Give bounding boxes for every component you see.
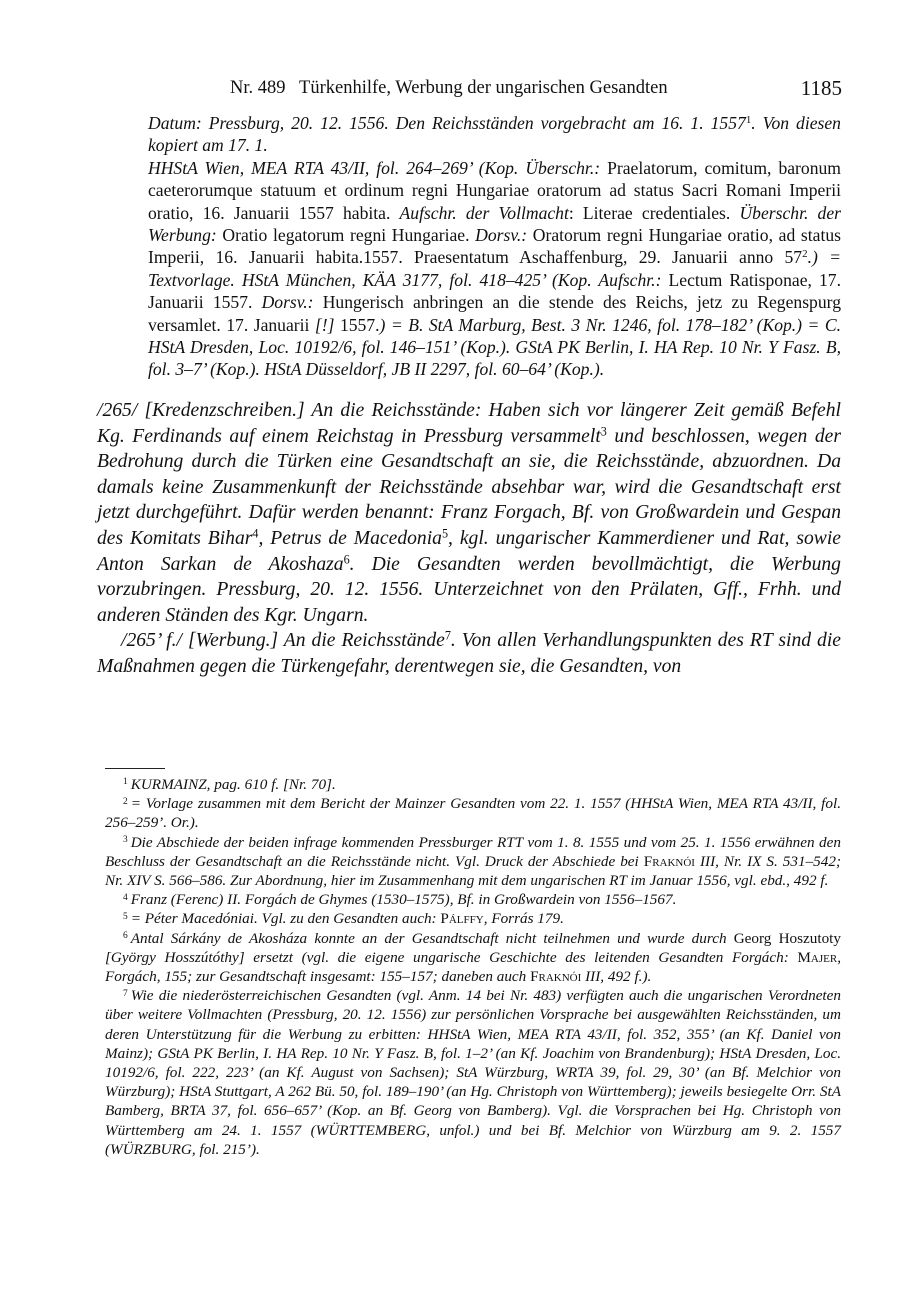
text-segment: , Petrus de Macedonia [258, 527, 442, 549]
text-segment: : Literae credentiales. [568, 202, 740, 223]
text-segment: [!] [314, 314, 335, 335]
footnote [105, 909, 841, 928]
text-segment: Oratorum regni Hungariae oratio, ad status Imperii, 16. Januarii habita.1557. Praesentatum Aschaffenburg, 29. Januarii anno 57 [148, 225, 841, 268]
text-segment: Hungerisch anbringen an die stende des Reichs, jetz zu Regenspurg versamlet. 17. Januarii [148, 292, 841, 335]
footnote-number: 7 [123, 988, 128, 999]
footnote [105, 986, 841, 1159]
footnote-reference: 1 [745, 114, 752, 126]
text-segment: /265’ f./ [Werbung.] An die Reichsstände [121, 630, 445, 652]
text-segment: Antal Sárkány de Akosháza konnte an der Gesandtschaft nicht teilnehmen und wurde durch [130, 929, 727, 947]
footnote-divider [105, 768, 165, 769]
text-segment: . Von allen Verhandlungspunkten des RT sind die Maßnahmen gegen die Türkengefahr, derentwegen sie, die Gesandten, von [97, 630, 841, 677]
text-segment: Überschr. der Werbung: [148, 202, 841, 246]
footnotes [105, 775, 841, 1159]
text-segment: ) = B. StA Marburg, Best. 3 Nr. 1246, fol. 178–182’ (Kop.) = C. HStA Dresden, Loc. 10192/6, fol. 146–151’ (Kop.). GStA PK Berlin, I. HA Rep. 10 Nr. Y Fasz. B, fol. 3–7’ (Kop.). HStA Düsseldorf, JB II 2297, fol. 60–64’ (Kop.). [148, 314, 841, 380]
text-segment: Wie die niederösterreichischen Gesandten (vgl. Anm. 14 bei Nr. 483) verfügten auch die ungarischen Verordneten über weitere Vollmachten (Pressburg, 20. 12. 1556) zur persönlichen Vorsprache bei ausgewählten Reichsständen, um deren Unterstützung für die Werbung zu erbitten: HHStA Wien, MEA RTA 43/II, fol. 352, 355’ (an Kf. Daniel von Mainz); GStA PK Berlin, I. HA Rep. 10 Nr. Y Fasz. B, fol. 1–2’ (an Kf. Joachim von Brandenburg); HStA Dresden, Loc. 10192/6, fol. 222, 223’ (an Kf. August von Sachsen); StA Würzburg, WRTA 39, fol. 29, 30’ (an Bf. Melchior von Würzburg); HStA Stuttgart, A 262 Bü. 50, fol. 189–190’ (an Hg. Christoph von Württemberg); jeweils besiegelte Orr. StA Bamberg, BRTA 37, fol. 656–657’ (Kop. an Bf. Georg von Bamberg). Vgl. die Vorsprachen bei Hg. Christoph von Württemberg am 24. 1. 1557 (WÜRTTEMBERG, unfol.) und bei Bf. Melchior von Würzburg am 9. 2. 1557 (WÜRZBURG, fol. 215’). [105, 987, 841, 1158]
text-segment: Lectum Ratisponae, 17. Januarii 1557. [148, 269, 841, 313]
text-segment: KURMAINZ, pag. 610 f. [Nr. 70]. [130, 776, 336, 793]
footnote [105, 794, 841, 832]
text-segment: /265/ [Kredenzschreiben.] An die Reichsstände: Haben sich vor längerer Zeit gemäß Befehl Kg. Ferdinands auf einem Reichstag in Pressburg versammelt [97, 400, 841, 447]
text-segment: , Forrás 179. [483, 910, 564, 928]
text-segment: HHStA Wien, MEA RTA 43/II, fol. 264–269’ (Kop. Überschr.: [148, 157, 608, 178]
source-apparatus [148, 112, 841, 381]
text-segment: Aufschr. der Vollmacht [399, 202, 569, 223]
werbung-paragraph [97, 628, 841, 679]
footnote-reference: 2 [802, 248, 808, 261]
main-text [97, 398, 841, 680]
text-segment: , kgl. ungarischer Kammerdiener und Rat, sowie Anton Sarkan de Akoshaza [97, 527, 841, 575]
text-segment: [György Hosszútóthy] ersetzt (vgl. die eigene ungarische Geschichte des leitenden Gesandten Forgách: [105, 948, 798, 966]
archival-sources [148, 157, 841, 381]
footnote-reference: 4 [252, 526, 259, 541]
footnote-reference: 5 [441, 526, 449, 541]
footnote [105, 775, 841, 794]
footnote-number: 6 [123, 930, 128, 941]
text-segment: III, 492 f.). [581, 968, 652, 986]
text-segment: Oratio legatorum regni Hungariae. [216, 225, 476, 246]
text-segment: Franz (Ferenc) II. Forgách de Ghymes (1530–1575), Bf. in Großwardein von 1556–1567. [130, 891, 677, 909]
text-segment: . Die Gesandten werden bevollmächtigt, die Werbung vorzubringen. Pressburg, 20. 12. 1556. Unterzeichnet von den Prälaten, Gff., Frhh. und anderen Ständen des Kgr. Ungarn. [97, 553, 841, 626]
footnote-number: 2 [123, 796, 128, 807]
text-segment: , Forgách, 155; zur Gesandtschaft insgesamt: 155–157; daneben auch [105, 948, 841, 986]
text-segment: 1557. [334, 314, 380, 335]
date-line [148, 112, 841, 157]
footnote-number: 5 [123, 911, 128, 922]
text-segment: Die Abschiede der beiden infrage kommenden Pressburger RTT vom 1. 8. 1555 und vom 25. 1. 1556 erwähnen den Beschluss der Gesandtschaft an die Reichsstände nicht. Vgl. Druck der Abschiede bei [105, 833, 841, 870]
running-title: Nr. 489 Türkenhilfe, Werbung der ungarischen Gesandten [230, 78, 668, 98]
text-segment: Pálffy [440, 910, 484, 928]
text-segment: Georg Hoszutoty [726, 929, 841, 947]
text-segment: und beschlossen, wegen der Bedrohung durch die Türken eine Gesandtschaft an sie, die Reichsstände, abzuordnen. Da damals keine Zusammenkunft der Reichsstände absehbar war, wird die Gesandtschaft erst jetzt durchgeführt. Dafür werden benannt: Franz Forgach, Bf. von Großwardein und Gespan des Komitats Bihar [97, 425, 841, 549]
text-segment: Praelatorum, comitum, baronum caeterorumque statuum et ordinum regni Hungariae oratorum ad status Sacri Romani Imperii oratio, 16. Januarii 1557 habita. [148, 157, 841, 223]
footnote-reference: 7 [444, 628, 451, 643]
credentials-paragraph [97, 398, 841, 628]
footnote [105, 890, 841, 909]
text-segment: III, Nr. IX S. 531–542; Nr. XIV S. 566–586. Zur Abordnung, hier im Zusammenhang mit dem ungarischen RT im Januar 1556, vgl. ebd., 492 f. [105, 852, 841, 890]
page-number: 1185 [800, 76, 842, 100]
footnote-number: 1 [123, 777, 128, 788]
text-segment: Majer [797, 948, 838, 966]
text-segment: Dorsv.: [261, 292, 314, 313]
footnote [105, 833, 841, 891]
running-header [230, 78, 842, 104]
footnote [105, 929, 841, 987]
text-segment: = Péter Macedóniai. Vgl. zu den Gesandten auch: [130, 910, 441, 928]
text-segment: = Vorlage zusammen mit dem Bericht der Mainzer Gesandten vom 22. 1. 1557 (HHStA Wien, MEA RTA 43/II, fol. 256–259’. Or.). [105, 795, 841, 832]
text-segment: .) = Textvorlage. HStA München, KÄA 3177, fol. 418–425’ (Kop. Aufschr.: [148, 247, 841, 290]
footnote-reference: 3 [600, 423, 607, 438]
footnote-reference: 6 [343, 551, 350, 566]
text-segment: Fraknói [530, 968, 582, 986]
footnote-number: 3 [123, 834, 128, 845]
footnote-number: 4 [123, 892, 128, 903]
text-segment: Dorsv.: [475, 225, 528, 246]
text-segment: Datum: Pressburg, 20. 12. 1556. Den Reichsständen vorgebracht am 16. 1. 1557 [148, 113, 746, 133]
text-segment: . Von diesen kopiert am 17. 1. [148, 113, 841, 156]
text-segment: Fraknói [643, 852, 695, 870]
